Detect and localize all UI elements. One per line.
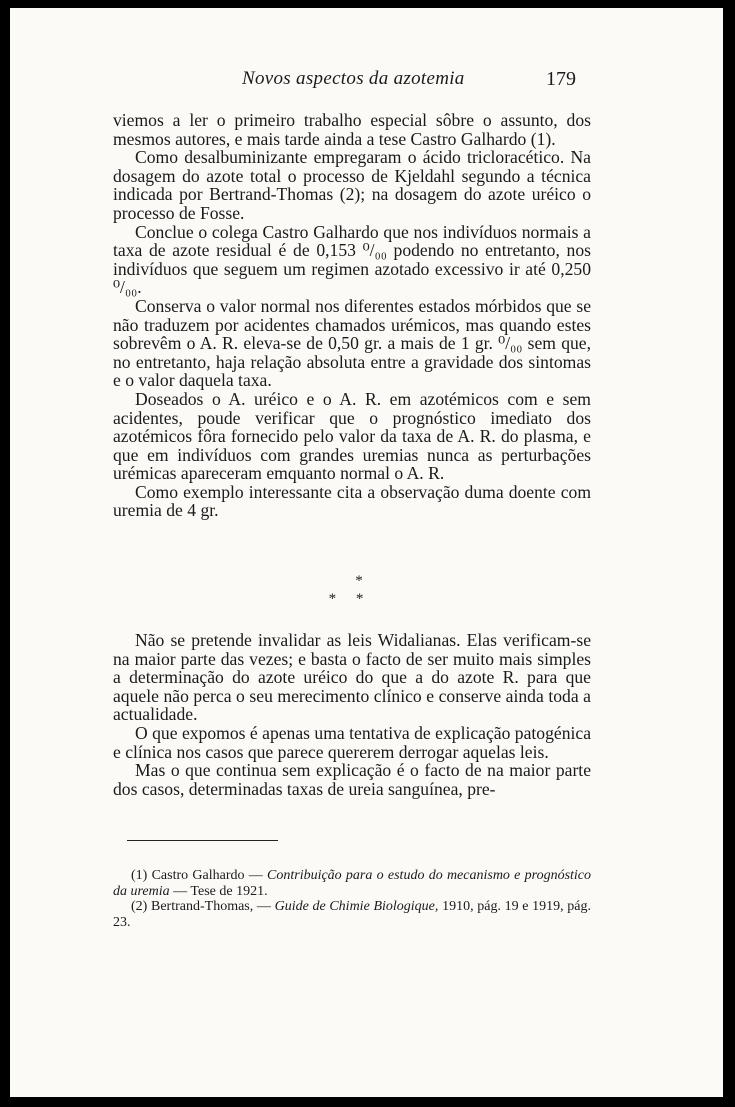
paragraph: Conclue o colega Castro Galhardo que nos indivíduos normais a taxa de azote residual é de 0,153 ⁰/₀₀ podendo no entretanto, nos indivíduos que seguem um regimen azotado excessivo ir até 0,250 ⁰/₀₀. bbox=[113, 221, 591, 298]
footnote-author: Castro Galhardo — bbox=[151, 868, 263, 883]
footnote bbox=[113, 868, 591, 899]
footnote-divider bbox=[127, 840, 278, 841]
book-page bbox=[10, 8, 723, 1097]
running-title: Novos aspectos da azotemia bbox=[242, 68, 465, 89]
page-header bbox=[10, 68, 723, 98]
asterism-top: * bbox=[355, 573, 363, 589]
footnotes bbox=[113, 868, 591, 930]
footnote-title: Guide de Chimie Biologique, bbox=[274, 899, 439, 914]
body-text bbox=[113, 111, 591, 520]
section-break-asterisks bbox=[320, 572, 380, 612]
footnote bbox=[113, 899, 591, 930]
body-text-continued bbox=[113, 631, 591, 798]
footnote-marker: (2) bbox=[131, 899, 148, 914]
paragraph: Mas o que continua sem explicação é o facto de na maior parte dos casos, determinadas taxas de ureia sanguínea, pre- bbox=[113, 760, 591, 799]
paragraph: Como exemplo interessante cita a observação duma doente com uremia de 4 gr. bbox=[113, 481, 591, 521]
footnote-marker: (1) bbox=[131, 868, 148, 883]
paragraph: O que expomos é apenas uma tentativa de explicação patogénica e clínica nos casos que parece quererem derrogar aquelas leis. bbox=[113, 722, 591, 762]
footnote-rest: — Tese de 1921. bbox=[173, 883, 268, 899]
paragraph: Doseados o A. uréico e o A. R. em azotémicos com e sem acidentes, poude verificar que o prognóstico imediato dos azotémicos fôra fornecido pelo valor da taxa de A. R. do plasma, e que em indivíduos com grandes uremias nunca as perturbações urémicas apareceram emquanto normal o A. R. bbox=[113, 388, 591, 484]
paragraph: viemos a ler o primeiro trabalho especial sôbre o assunto, dos mesmos autores, e mais tarde ainda a tese Castro Galhardo (1). bbox=[113, 110, 591, 149]
paragraph: Conserva o valor normal nos diferentes estados mórbidos que se não traduzem por acidentes chamados urémicos, mas quando estes sobrevêm o A. R. eleva-se de 0,50 gr. a mais de 1 gr. ⁰/₀₀ sem que, no entretanto, haja relação absoluta entre a gravidade dos sintomas e o valor daquela taxa. bbox=[113, 295, 591, 391]
footnote-rest: 1910, pág. 19 e 1919, pág. 23. bbox=[113, 899, 592, 930]
footnote-author: Bertrand-Thomas, — bbox=[151, 899, 271, 914]
footnote-title: Contribuição para o estudo do mecanismo e prognóstico da uremia bbox=[113, 868, 592, 899]
asterism-bottom: * * bbox=[328, 591, 372, 607]
paragraph: Não se pretende invalidar as leis Widalianas. Elas verificam-se na maior parte das vezes; e basta o facto de ser muito mais simples a determinação do azote uréico do que a do azote R. para que aquele não perca o seu merecimento clínico e conserve ainda toda a actualidade. bbox=[113, 630, 591, 725]
paragraph: Como desalbuminizante empregaram o ácido tricloracético. Na dosagem do azote total o processo de Kjeldahl segundo a técnica indicada por Bertrand-Thomas (2); na dosagem do azote uréico o processo de Fosse. bbox=[113, 147, 591, 223]
page-number: 179 bbox=[546, 68, 576, 90]
